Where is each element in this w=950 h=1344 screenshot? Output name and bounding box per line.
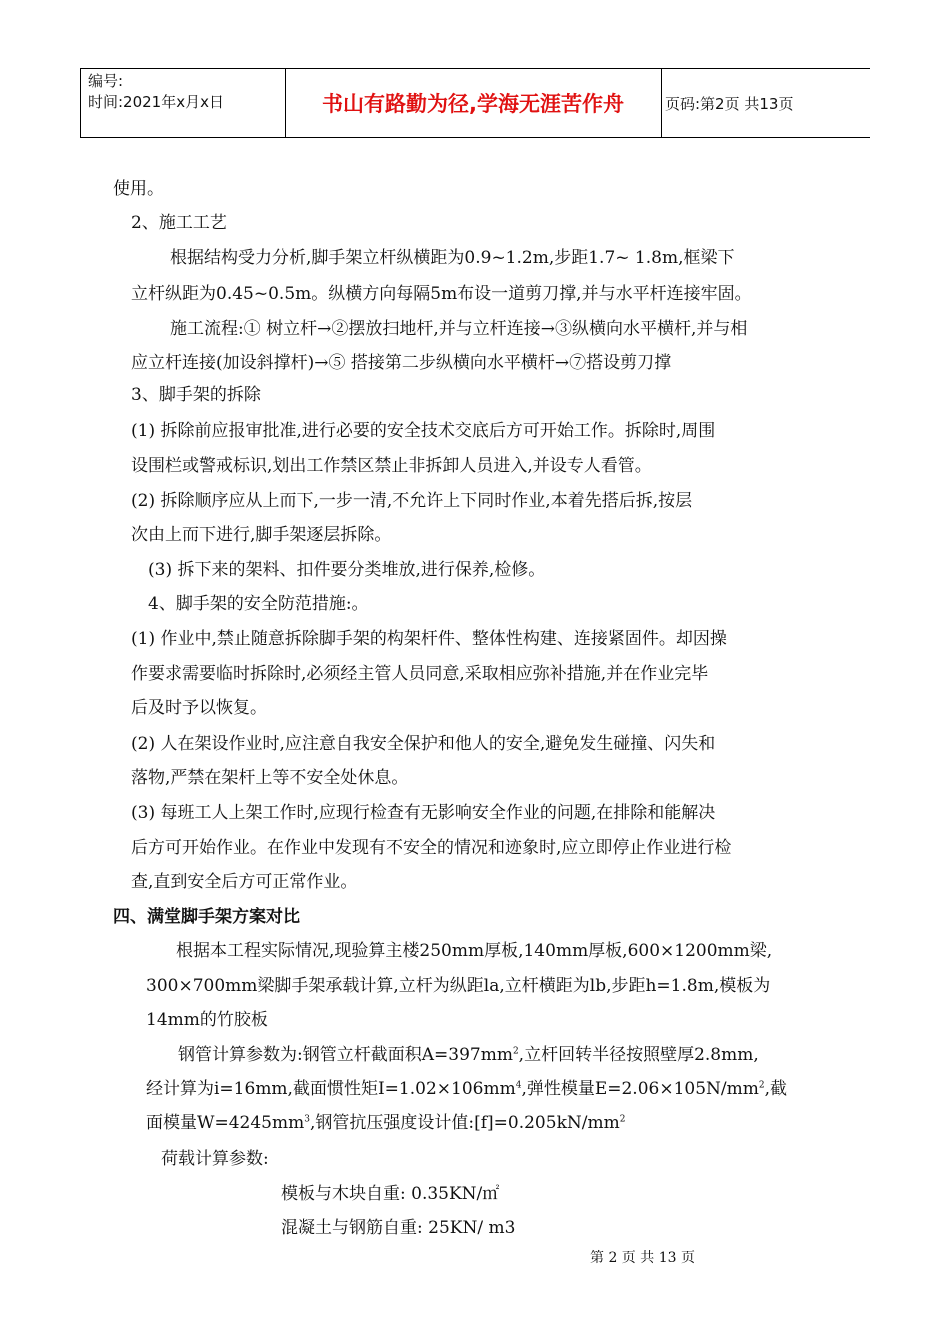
section-heading: 2、施工工艺 [131,213,227,233]
paragraph-line: 作要求需要临时拆除时,必须经主管人员同意,采取相应弥补措施,并在作业完毕 [131,664,709,684]
load-item: 模板与木块自重: 0.35KN/㎡ [281,1184,500,1204]
time-label: 时间:2021年x月x日 [88,93,224,111]
paragraph-line: (2) 人在架设作业时,应注意自我安全保护和他人的安全,避免发生碰撞、闪失和 [131,734,716,754]
section-heading: 4、脚手架的安全防范措施:。 [148,594,369,614]
steel-params-line: 经计算为i=16mm,截面惯性矩$I=1.02\times 106mm^4$,弹性模量$E=2.06\times 105N/mm^2$,截 [146,1079,788,1099]
header-meta [88,71,224,113]
paragraph-line: (3) 拆下来的架料、扣件要分类堆放,进行保养,检修。 [148,560,546,580]
paragraph-line: 14mm的竹胶板 [146,1010,268,1030]
steel-params-line: 钢管计算参数为:钢管立杆截面积$A=397mm^2$,立杆回转半径按照壁厚2.8mm, [178,1045,759,1065]
paragraph-line: 根据结构受力分析,脚手架立杆纵横距为0.9~1.2m,步距1.7~ 1.8m,框梁下 [170,248,735,268]
paragraph-line: 施工流程:① 树立杆→②摆放扫地杆,并与立杆连接→③纵横向水平横杆,并与相 [170,319,748,339]
section-heading: 四、满堂脚手架方案对比 [113,907,300,927]
paragraph-line: 查,直到安全后方可正常作业。 [131,872,358,892]
paragraph-line: (1) 拆除前应报审批准,进行必要的安全技术交底后方可开始工作。拆除时,周围 [131,421,716,441]
steel-params-line: 面模量$W=4245mm^3$,钢管抗压强度设计值$:[f]=0.205kN/mm^2$ [146,1113,626,1133]
load-item: 混凝土与钢筋自重: 25KN/ m3 [281,1218,516,1238]
paragraph-line: (1) 作业中,禁止随意拆除脚手架的构架杆件、整体性构建、连接紧固件。却因操 [131,629,727,649]
paragraph-line: 根据本工程实际情况,现验算主楼250mm厚板,140mm厚板,600×1200mm梁, [176,941,773,961]
paragraph-line: 落物,严禁在架杆上等不安全处休息。 [131,768,409,788]
section-heading: 3、脚手架的拆除 [131,385,261,405]
load-params-title: 荷载计算参数: [161,1149,269,1169]
paragraph-line: 次由上而下进行,脚手架逐层拆除。 [131,525,392,545]
header-page-info: 页码:第2页 共13页 [665,94,794,113]
paragraph-line: (2) 拆除顺序应从上而下,一步一清,不允许上下同时作业,本着先搭后拆,按层 [131,491,693,511]
paragraph-line: 设围栏或警戒标识,划出工作禁区禁止非拆卸人员进入,并设专人看管。 [131,456,652,476]
page-footer: 第 2 页 共 13 页 [590,1250,695,1266]
paragraph-line: 立杆纵距为0.45~0.5m。纵横方向每隔5m布设一道剪刀撑,并与水平杆连接牢固。 [131,284,752,304]
paragraph-line: 300×700mm梁脚手架承载计算,立杆为纵距la,立杆横距为lb,步距h=1.8m,模板为 [146,976,771,996]
header-table [80,68,870,138]
paragraph-line: 后方可开始作业。在作业中发现有不安全的情况和迹象时,应立即停止作业进行检 [131,838,732,858]
paragraph-line: 后及时予以恢复。 [131,698,267,718]
paragraph-line: (3) 每班工人上架工作时,应现行检查有无影响安全作业的问题,在排除和能解决 [131,803,716,823]
paragraph-line: 使用。 [113,179,164,199]
paragraph-line: 应立杆连接(加设斜撑杆)→⑤ 搭接第二步纵横向水平横杆→⑦搭设剪刀撑 [131,353,672,373]
number-label: 编号: [88,72,124,90]
header-motto: 书山有路勤为径,学海无涯苦作舟 [322,92,624,116]
